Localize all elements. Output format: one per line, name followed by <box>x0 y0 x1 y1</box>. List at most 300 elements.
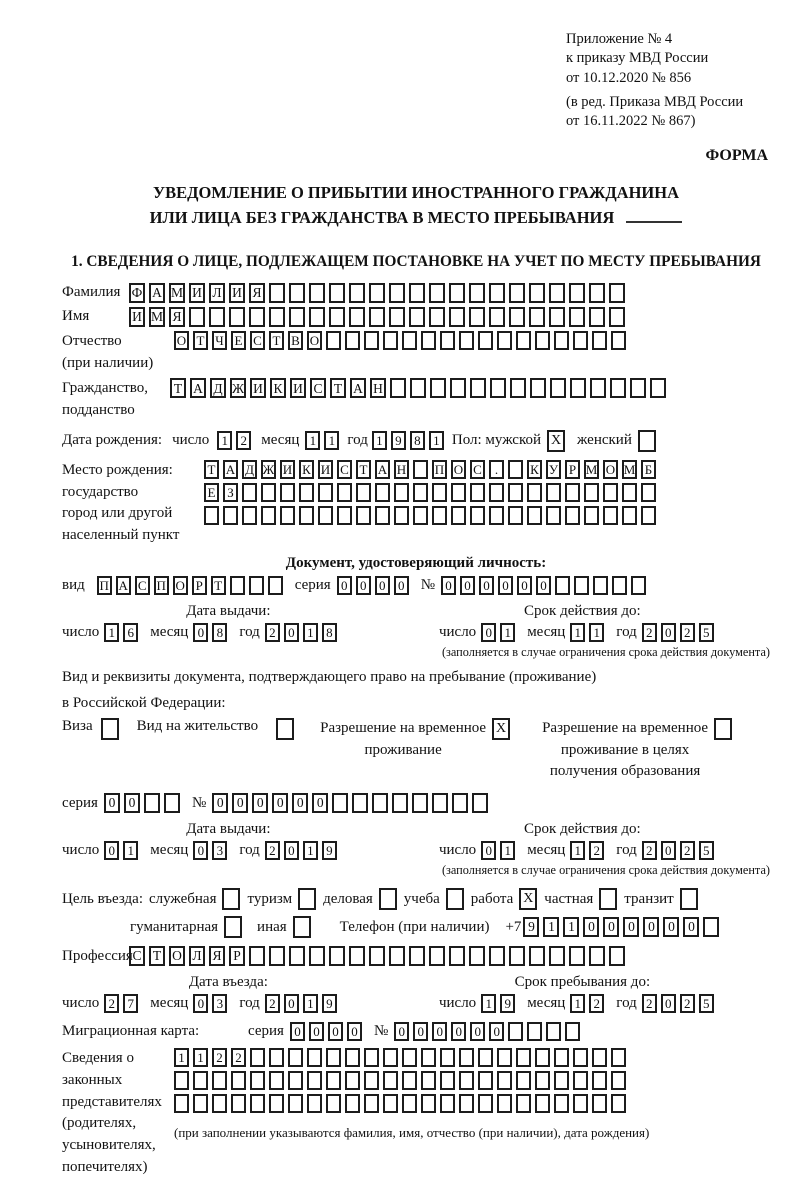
char-box[interactable] <box>289 307 305 327</box>
char-box[interactable] <box>193 1094 208 1113</box>
char-box[interactable]: И <box>189 283 205 303</box>
char-box[interactable] <box>489 307 505 327</box>
char-box[interactable] <box>449 946 465 966</box>
char-box[interactable]: О <box>603 460 618 479</box>
char-box[interactable] <box>440 1048 455 1067</box>
char-box[interactable]: 5 <box>699 994 714 1013</box>
char-box[interactable]: А <box>350 378 366 398</box>
char-box[interactable] <box>489 483 504 502</box>
char-box[interactable]: 2 <box>265 994 280 1013</box>
char-box[interactable]: С <box>250 331 265 350</box>
char-box[interactable]: 1 <box>570 994 585 1013</box>
char-box[interactable] <box>326 1094 341 1113</box>
char-box[interactable] <box>535 1048 550 1067</box>
char-box[interactable]: Л <box>209 283 225 303</box>
char-box[interactable] <box>573 1048 588 1067</box>
char-box[interactable]: 0 <box>413 1022 428 1041</box>
char-box[interactable]: И <box>229 283 245 303</box>
char-box[interactable] <box>641 483 656 502</box>
char-box[interactable] <box>516 1071 531 1090</box>
char-box[interactable]: Т <box>193 331 208 350</box>
char-box[interactable]: 1 <box>570 623 585 642</box>
char-box[interactable]: 9 <box>523 917 539 937</box>
char-box[interactable] <box>412 793 428 813</box>
char-box[interactable] <box>631 576 646 595</box>
char-box[interactable]: 2 <box>265 841 280 860</box>
char-box[interactable] <box>650 378 666 398</box>
visa-checkbox[interactable] <box>101 718 119 740</box>
char-box[interactable] <box>529 283 545 303</box>
char-box[interactable] <box>478 1094 493 1113</box>
char-box[interactable] <box>345 1071 360 1090</box>
char-box[interactable] <box>589 946 605 966</box>
char-box[interactable] <box>242 483 257 502</box>
char-box[interactable] <box>554 1071 569 1090</box>
char-box[interactable] <box>212 1071 227 1090</box>
char-box[interactable]: 2 <box>642 994 657 1013</box>
char-box[interactable] <box>409 283 425 303</box>
char-box[interactable] <box>402 1048 417 1067</box>
char-box[interactable]: 0 <box>272 793 288 813</box>
char-box[interactable]: 1 <box>500 841 515 860</box>
char-box[interactable] <box>413 460 428 479</box>
char-box[interactable] <box>509 946 525 966</box>
char-box[interactable]: И <box>129 307 145 327</box>
char-box[interactable]: 1 <box>324 431 339 450</box>
char-box[interactable] <box>430 378 446 398</box>
purpose-business-checkbox[interactable] <box>379 888 397 910</box>
char-box[interactable] <box>345 1048 360 1067</box>
char-box[interactable]: 9 <box>391 431 406 450</box>
char-box[interactable] <box>429 283 445 303</box>
char-box[interactable] <box>307 1094 322 1113</box>
char-box[interactable] <box>356 483 371 502</box>
char-box[interactable] <box>345 1094 360 1113</box>
char-box[interactable] <box>589 283 605 303</box>
char-box[interactable]: 8 <box>410 431 425 450</box>
char-box[interactable]: И <box>250 378 266 398</box>
char-box[interactable]: С <box>310 378 326 398</box>
char-box[interactable] <box>452 793 468 813</box>
char-box[interactable]: 1 <box>303 994 318 1013</box>
char-box[interactable] <box>529 946 545 966</box>
char-box[interactable]: 7 <box>123 994 138 1013</box>
char-box[interactable]: 2 <box>680 841 695 860</box>
char-box[interactable] <box>584 483 599 502</box>
char-box[interactable]: М <box>623 461 636 477</box>
char-box[interactable] <box>307 1071 322 1090</box>
char-box[interactable]: 3 <box>212 994 227 1013</box>
char-box[interactable]: 0 <box>460 576 475 595</box>
char-box[interactable]: И <box>290 378 306 398</box>
char-box[interactable] <box>309 307 325 327</box>
char-box[interactable] <box>352 793 368 813</box>
char-box[interactable] <box>612 576 627 595</box>
char-box[interactable] <box>299 483 314 502</box>
char-box[interactable] <box>622 483 637 502</box>
char-box[interactable] <box>421 331 436 350</box>
char-box[interactable] <box>231 1071 246 1090</box>
char-box[interactable]: 0 <box>498 576 513 595</box>
purpose-humanitarian-checkbox[interactable] <box>224 916 242 938</box>
char-box[interactable]: 0 <box>663 917 679 937</box>
char-box[interactable] <box>546 506 561 525</box>
char-box[interactable] <box>569 307 585 327</box>
char-box[interactable] <box>470 378 486 398</box>
char-box[interactable]: 9 <box>500 994 515 1013</box>
char-box[interactable] <box>611 1071 626 1090</box>
char-box[interactable] <box>369 283 385 303</box>
char-box[interactable] <box>603 483 618 502</box>
char-box[interactable] <box>573 1071 588 1090</box>
char-box[interactable]: М <box>585 461 598 477</box>
char-box[interactable]: З <box>223 483 238 502</box>
char-box[interactable] <box>440 1094 455 1113</box>
residence-permit-checkbox[interactable] <box>276 718 294 740</box>
char-box[interactable] <box>527 506 542 525</box>
char-box[interactable] <box>535 1071 550 1090</box>
char-box[interactable] <box>535 331 550 350</box>
char-box[interactable]: А <box>149 283 165 303</box>
char-box[interactable]: 3 <box>212 841 227 860</box>
char-box[interactable]: 5 <box>699 623 714 642</box>
char-box[interactable] <box>610 378 626 398</box>
char-box[interactable]: 1 <box>174 1048 189 1067</box>
char-box[interactable]: 1 <box>303 623 318 642</box>
char-box[interactable] <box>250 1071 265 1090</box>
char-box[interactable]: Я <box>169 307 185 327</box>
purpose-official-checkbox[interactable] <box>222 888 240 910</box>
char-box[interactable] <box>641 506 656 525</box>
char-box[interactable]: 2 <box>642 841 657 860</box>
char-box[interactable] <box>611 331 626 350</box>
char-box[interactable] <box>554 1094 569 1113</box>
title-blank-line[interactable] <box>626 221 682 223</box>
char-box[interactable] <box>309 283 325 303</box>
char-box[interactable] <box>269 1094 284 1113</box>
char-box[interactable]: 0 <box>661 994 676 1013</box>
char-box[interactable] <box>164 793 180 813</box>
char-box[interactable] <box>489 283 505 303</box>
char-box[interactable] <box>546 1022 561 1041</box>
gender-female-checkbox[interactable] <box>638 430 656 452</box>
char-box[interactable] <box>409 307 425 327</box>
char-box[interactable]: 0 <box>394 1022 409 1041</box>
char-box[interactable] <box>535 1094 550 1113</box>
char-box[interactable]: 1 <box>372 431 387 450</box>
char-box[interactable]: 0 <box>583 917 599 937</box>
char-box[interactable] <box>508 506 523 525</box>
char-box[interactable] <box>508 483 523 502</box>
char-box[interactable]: 1 <box>500 623 515 642</box>
char-box[interactable]: Я <box>209 946 225 966</box>
char-box[interactable] <box>209 307 225 327</box>
char-box[interactable] <box>250 1048 265 1067</box>
char-box[interactable] <box>326 331 341 350</box>
char-box[interactable] <box>497 1094 512 1113</box>
char-box[interactable]: П <box>432 460 447 479</box>
char-box[interactable] <box>611 1048 626 1067</box>
char-box[interactable]: О <box>307 331 322 350</box>
char-box[interactable]: 8 <box>322 623 337 642</box>
char-box[interactable] <box>375 506 390 525</box>
char-box[interactable] <box>569 283 585 303</box>
char-box[interactable] <box>570 378 586 398</box>
char-box[interactable]: С <box>129 946 145 966</box>
char-box[interactable]: Т <box>149 946 165 966</box>
char-box[interactable]: Н <box>370 378 386 398</box>
char-box[interactable] <box>349 307 365 327</box>
char-box[interactable] <box>326 1071 341 1090</box>
char-box[interactable] <box>349 283 365 303</box>
char-box[interactable]: 2 <box>231 1048 246 1067</box>
char-box[interactable]: Т <box>204 460 219 479</box>
char-box[interactable]: Р <box>192 576 207 595</box>
char-box[interactable] <box>144 793 160 813</box>
char-box[interactable] <box>550 378 566 398</box>
char-box[interactable] <box>364 1071 379 1090</box>
char-box[interactable] <box>429 946 445 966</box>
char-box[interactable] <box>189 307 205 327</box>
char-box[interactable] <box>470 506 485 525</box>
char-box[interactable]: 0 <box>683 917 699 937</box>
char-box[interactable] <box>459 1071 474 1090</box>
char-box[interactable]: 0 <box>193 623 208 642</box>
char-box[interactable] <box>592 331 607 350</box>
char-box[interactable]: С <box>135 576 150 595</box>
char-box[interactable]: 2 <box>265 623 280 642</box>
char-box[interactable] <box>337 483 352 502</box>
char-box[interactable]: 2 <box>212 1048 227 1067</box>
char-box[interactable]: 9 <box>322 841 337 860</box>
char-box[interactable] <box>565 506 580 525</box>
char-box[interactable]: 0 <box>328 1022 343 1041</box>
char-box[interactable] <box>309 946 325 966</box>
char-box[interactable]: 1 <box>481 994 496 1013</box>
char-box[interactable] <box>509 307 525 327</box>
char-box[interactable]: 0 <box>312 793 328 813</box>
char-box[interactable] <box>703 917 719 937</box>
purpose-tourism-checkbox[interactable] <box>298 888 316 910</box>
gender-male-checkbox[interactable]: X <box>547 430 565 452</box>
char-box[interactable] <box>390 378 406 398</box>
char-box[interactable] <box>549 283 565 303</box>
char-box[interactable]: 1 <box>303 841 318 860</box>
char-box[interactable] <box>389 307 405 327</box>
char-box[interactable] <box>288 1094 303 1113</box>
char-box[interactable]: 0 <box>661 623 676 642</box>
char-box[interactable]: С <box>337 460 352 479</box>
char-box[interactable] <box>449 307 465 327</box>
char-box[interactable] <box>593 576 608 595</box>
char-box[interactable] <box>554 331 569 350</box>
char-box[interactable]: С <box>470 460 485 479</box>
char-box[interactable]: 2 <box>589 841 604 860</box>
char-box[interactable] <box>584 506 599 525</box>
char-box[interactable] <box>364 1048 379 1067</box>
char-box[interactable] <box>432 483 447 502</box>
char-box[interactable] <box>609 307 625 327</box>
char-box[interactable] <box>369 307 385 327</box>
char-box[interactable] <box>451 506 466 525</box>
char-box[interactable]: Т <box>211 576 226 595</box>
char-box[interactable]: 0 <box>481 841 496 860</box>
purpose-other-checkbox[interactable] <box>293 916 311 938</box>
char-box[interactable] <box>470 483 485 502</box>
char-box[interactable]: 0 <box>193 841 208 860</box>
char-box[interactable] <box>421 1071 436 1090</box>
char-box[interactable] <box>478 331 493 350</box>
char-box[interactable]: Л <box>189 946 205 966</box>
char-box[interactable] <box>440 1071 455 1090</box>
char-box[interactable] <box>372 793 388 813</box>
char-box[interactable] <box>421 1048 436 1067</box>
char-box[interactable] <box>261 506 276 525</box>
char-box[interactable]: 0 <box>394 576 409 595</box>
char-box[interactable]: Ж <box>230 378 246 398</box>
char-box[interactable]: 0 <box>232 793 248 813</box>
char-box[interactable]: П <box>97 576 112 595</box>
char-box[interactable]: 1 <box>589 623 604 642</box>
char-box[interactable] <box>242 506 257 525</box>
char-box[interactable]: М <box>169 283 185 303</box>
char-box[interactable] <box>249 946 265 966</box>
char-box[interactable] <box>229 307 245 327</box>
char-box[interactable] <box>375 483 390 502</box>
char-box[interactable] <box>573 331 588 350</box>
char-box[interactable]: 0 <box>536 576 551 595</box>
char-box[interactable] <box>288 1071 303 1090</box>
char-box[interactable]: Ч <box>212 331 227 350</box>
char-box[interactable] <box>497 1071 512 1090</box>
char-box[interactable] <box>204 506 219 525</box>
char-box[interactable] <box>337 506 352 525</box>
char-box[interactable] <box>389 283 405 303</box>
char-box[interactable] <box>508 1022 523 1041</box>
char-box[interactable] <box>269 283 285 303</box>
char-box[interactable] <box>451 483 466 502</box>
char-box[interactable]: 0 <box>643 917 659 937</box>
char-box[interactable]: О <box>174 331 189 350</box>
char-box[interactable] <box>592 1094 607 1113</box>
char-box[interactable] <box>592 1048 607 1067</box>
char-box[interactable] <box>510 378 526 398</box>
char-box[interactable] <box>349 946 365 966</box>
char-box[interactable]: 0 <box>104 793 120 813</box>
char-box[interactable]: 1 <box>104 623 119 642</box>
char-box[interactable] <box>289 946 305 966</box>
char-box[interactable] <box>249 307 265 327</box>
char-box[interactable]: 0 <box>290 1022 305 1041</box>
char-box[interactable]: 0 <box>284 841 299 860</box>
char-box[interactable] <box>574 576 589 595</box>
char-box[interactable] <box>459 331 474 350</box>
char-box[interactable]: 0 <box>284 623 299 642</box>
char-box[interactable]: 1 <box>563 917 579 937</box>
char-box[interactable] <box>529 307 545 327</box>
purpose-private-checkbox[interactable] <box>599 888 617 910</box>
temp-residence-checkbox[interactable]: X <box>492 718 510 740</box>
char-box[interactable] <box>193 1071 208 1090</box>
char-box[interactable]: К <box>270 378 286 398</box>
char-box[interactable] <box>573 1094 588 1113</box>
char-box[interactable] <box>590 378 606 398</box>
char-box[interactable] <box>440 331 455 350</box>
char-box[interactable] <box>516 1094 531 1113</box>
purpose-work-checkbox[interactable]: X <box>519 888 537 910</box>
char-box[interactable] <box>307 1048 322 1067</box>
char-box[interactable]: 2 <box>589 994 604 1013</box>
char-box[interactable]: 1 <box>193 1048 208 1067</box>
char-box[interactable] <box>383 331 398 350</box>
char-box[interactable] <box>469 307 485 327</box>
char-box[interactable] <box>527 1022 542 1041</box>
char-box[interactable] <box>280 483 295 502</box>
char-box[interactable]: 0 <box>193 994 208 1013</box>
char-box[interactable]: Т <box>269 331 284 350</box>
char-box[interactable] <box>402 331 417 350</box>
char-box[interactable]: Ж <box>262 461 275 477</box>
char-box[interactable] <box>478 1048 493 1067</box>
char-box[interactable] <box>565 1022 580 1041</box>
char-box[interactable]: 0 <box>661 841 676 860</box>
char-box[interactable] <box>592 1071 607 1090</box>
char-box[interactable]: 0 <box>441 576 456 595</box>
char-box[interactable]: 0 <box>451 1022 466 1041</box>
char-box[interactable] <box>383 1094 398 1113</box>
char-box[interactable]: 0 <box>489 1022 504 1041</box>
char-box[interactable]: 0 <box>481 623 496 642</box>
char-box[interactable] <box>530 378 546 398</box>
char-box[interactable]: 5 <box>699 841 714 860</box>
char-box[interactable]: Е <box>231 331 246 350</box>
char-box[interactable]: 1 <box>217 431 232 450</box>
char-box[interactable] <box>269 1071 284 1090</box>
char-box[interactable] <box>174 1094 189 1113</box>
char-box[interactable]: Р <box>565 460 580 479</box>
char-box[interactable] <box>402 1094 417 1113</box>
char-box[interactable] <box>318 506 333 525</box>
char-box[interactable]: А <box>223 460 238 479</box>
purpose-transit-checkbox[interactable] <box>680 888 698 910</box>
char-box[interactable]: . <box>489 460 504 479</box>
char-box[interactable]: О <box>169 946 185 966</box>
char-box[interactable]: Н <box>394 460 409 479</box>
char-box[interactable] <box>469 283 485 303</box>
char-box[interactable]: 0 <box>356 576 371 595</box>
char-box[interactable] <box>250 1094 265 1113</box>
char-box[interactable]: 0 <box>292 793 308 813</box>
char-box[interactable] <box>269 307 285 327</box>
char-box[interactable] <box>459 1094 474 1113</box>
char-box[interactable]: Я <box>249 283 265 303</box>
char-box[interactable] <box>413 506 428 525</box>
char-box[interactable] <box>429 307 445 327</box>
char-box[interactable] <box>269 1048 284 1067</box>
char-box[interactable] <box>299 506 314 525</box>
char-box[interactable]: 0 <box>309 1022 324 1041</box>
char-box[interactable] <box>546 483 561 502</box>
char-box[interactable] <box>549 946 565 966</box>
char-box[interactable] <box>497 331 512 350</box>
char-box[interactable] <box>269 946 285 966</box>
char-box[interactable] <box>554 1048 569 1067</box>
char-box[interactable] <box>490 378 506 398</box>
char-box[interactable]: М <box>149 307 165 327</box>
char-box[interactable]: А <box>190 378 206 398</box>
char-box[interactable] <box>508 460 523 479</box>
char-box[interactable] <box>288 1048 303 1067</box>
